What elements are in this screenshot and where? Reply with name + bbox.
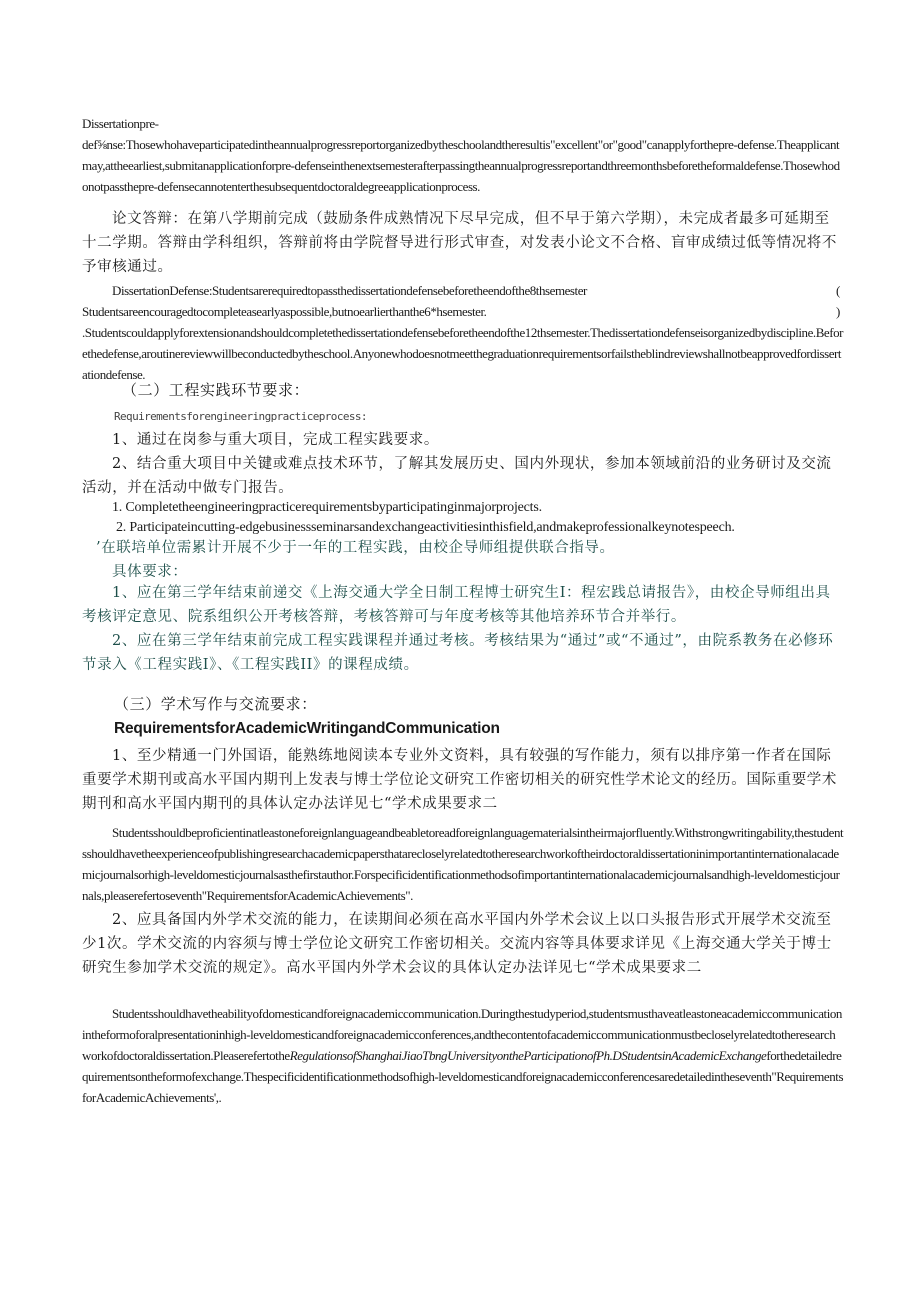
section3-item1-en: Studentsshouldbeproficientinatleastoneforeignlanguageandbeabletoreadforeignlanguagematerialsintheirmajorfluently.Withstrongwritingability,thestudentsshouldhavetheexperienceofpublishingresearchacademicpapersthatarecloselyrelatedtotheresearchworkoftheirdoctoraldissertationinimportantinternationalacademicjournalsorhigh-leveldomesticjournalsasthefirstauthor.Forspecificidentificationmethodsofimportantinternationalacademicjournalsandhigh-leveldomesticjournals,pleaserefertoseventh"RequirementsforAcademicAchievements". bbox=[82, 825, 844, 903]
defense-en-line1-wrap bbox=[82, 280, 844, 301]
section3-item2-en-regulation-title: RegulationsofShanghaiJiaoTbngUniversityontheParticipationofPh.DStudentsinAcademicExchange bbox=[289, 1048, 767, 1063]
section3-title-en: RequirementsforAcademicWritingandCommunication bbox=[114, 720, 500, 737]
section2-note-zh: ’在联培单位需累计开展不少于一年的工程实践，由校企导师组提供联合指导。 bbox=[96, 540, 615, 556]
defense-paragraph-zh: 论文答辩：在第八学期前完成（鼓励条件成熟情况下尽早完成，但不早于第六学期），未完成者最多可延期至十二学期。答辩由学科组织，答辩前将由学院督导进行形式审查，对发表小论文不合格、盲审成绩过低等情况将不予审核通过。 bbox=[82, 211, 837, 275]
section3-title-zh: （三）学术写作与交流要求： bbox=[114, 695, 317, 713]
defense-en-line2: Studentsareencouragedtocompleteasearlyaspossible,butnoearlierthanthe6*hsemester. bbox=[82, 304, 487, 319]
predefense-en-line1: Dissertationpre- bbox=[82, 116, 159, 131]
defense-en-line2-wrap bbox=[82, 301, 844, 322]
section3-item2-en-part1: Studentsshouldhavetheabilityofdomesticandforeignacademiccommunication.Duringthestudyperiod,studentsmusthaveatleastoneacademiccommunicationintheformoforalpresentationinhigh-leveldomesticandforeignacademicconferences,andthecontentofacademiccommunicationmustbecloselyrelatedtotheresearchworkofdoctoraldissertation.Pleaserefertothe bbox=[82, 1006, 842, 1063]
section2-spec2-zh: 2、应在第三学年结束前完成工程实践课程并通过考核。考核结果为“通过”或“不通过”，由院系教务在必修环节录入《工程实践I》、《工程实践II》的课程成绩。 bbox=[82, 633, 834, 673]
section2-spec1-zh: 1、应在第三学年结束前递交《上海交通大学全日制工程博士研究生I：程宏践总请报告》，由校企导师组出具考核评定意见、院系组织公开考核答辩，考核答辩可与年度考核等其他培养环节合并举行。 bbox=[82, 585, 831, 625]
section2-item1-en: 1. Completetheengineeringpracticerequirementsbyparticipatinginmajorprojects. bbox=[112, 500, 542, 515]
predefense-paragraph-en bbox=[82, 113, 844, 197]
section2-specific-label: 具体要求： bbox=[112, 564, 188, 580]
section2-title-zh: （二）工程实践环节要求： bbox=[122, 381, 310, 399]
defense-en-open-paren: ( bbox=[836, 283, 840, 298]
section2-item2-en: 2. Participateincutting-edgebusinessseminarsandexchangeactivitiesinthisfield,andmakeprofessionalkeynotespeech. bbox=[116, 520, 735, 535]
section3-item2-en bbox=[82, 1003, 844, 1108]
defense-en-body: .Studentscouldapplyforextensionandshouldcompletethedissertationdefensebeforetheendofthe12thsemester.Thedissertationdefenseisorganizedbydiscipline.Beforethedefense,aroutinereviewwillbeconductedbytheschool.Anyonewhodoesnotmeetthegraduationrequirementsorfailstheblindreviewshallnotbeapprovedfordissertationdefense. bbox=[82, 325, 844, 382]
section3-item1-zh: 1、至少精通一门外国语，能熟练地阅读本专业外文资料，具有较强的写作能力，须有以排序第一作者在国际重要学术期刊或高水平国内期刊上发表与博士学位论文研究工作密切相关的研究性学术论文的经历。国际重要学术期刊和高水平国内期刊的具体认定办法详见七“学术成果要求二 bbox=[82, 748, 837, 812]
defense-en-close-paren: ) bbox=[836, 304, 840, 319]
defense-paragraph-en bbox=[82, 280, 844, 385]
section2-item1-zh: 1、通过在岗参与重大项目，完成工程实践要求。 bbox=[112, 432, 439, 448]
section2-title-en: Requirementsforengineeringpracticeprocess: bbox=[114, 410, 367, 423]
predefense-en-body: def⅝nse:Thosewhohaveparticipatedintheannualprogressreportorganizedbytheschoolandtheresultis"excellent"or"good"canapplyforthepre-defense.Theapplicantmay,attheearliest,submitanapplicationforpre-defenseinthenextsemesterafterpassingtheannualprogressreportandthreemonthsbeforetheformaldefense.Thosewhodonotpassthepre-defensecannotenterthesubsequentdoctoraldegreeapplicationprocess. bbox=[82, 137, 840, 194]
section3-item2-en-part2: forthedetailedrequirementsontheformofexchange.Thespecificidentificationmethodsofhigh-leveldomesticandforeignacademicconferencesaredetailedintheseventh"RequirementsforAcademicAchievements',. bbox=[82, 1048, 844, 1105]
defense-en-line1: DissertationDefense:Studentsarerequiredtopassthedissertationdefensebeforetheendofthe8thsemester bbox=[112, 283, 587, 298]
section2-item2-zh: 2、结合重大项目中关键或难点技术环节，了解其发展历史、国内外现状，参加本领域前沿的业务研讨及交流活动，并在活动中做专门报告。 bbox=[82, 456, 832, 496]
section3-item2-zh: 2、应具备国内外学术交流的能力，在读期间必须在高水平国内外学术会议上以口头报告形式开展学术交流至少1次。学术交流的内容须与博士学位论文研究工作密切相关。交流内容等具体要求详见《上海交通大学关于博士研究生参加学术交流的规定》。高水平国内外学术会议的具体认定办法详见七“学术成果要求二 bbox=[82, 912, 832, 976]
